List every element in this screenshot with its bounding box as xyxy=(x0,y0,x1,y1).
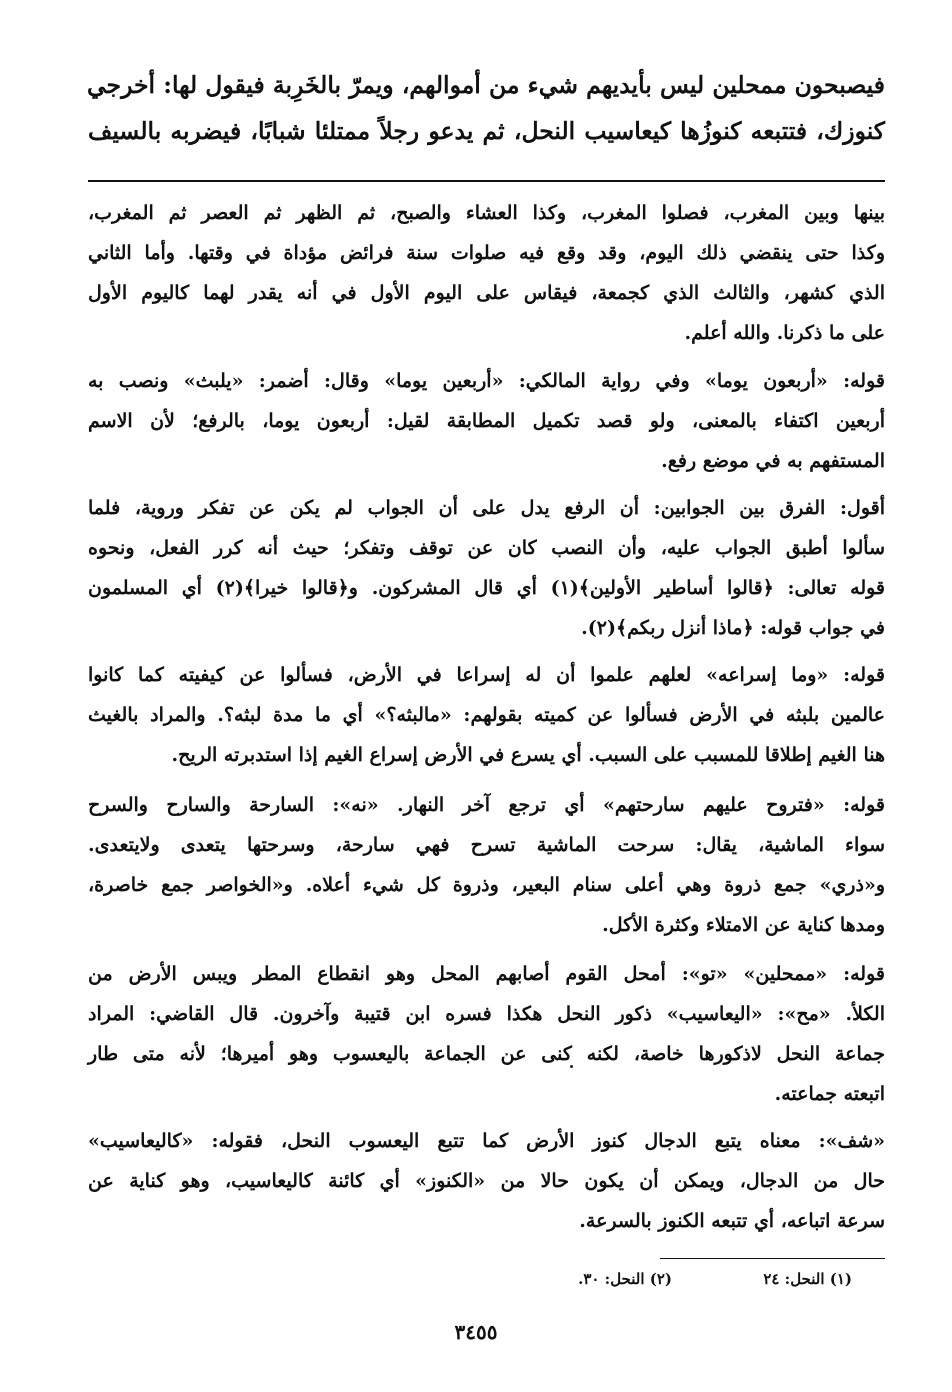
commentary-line: جماعة النحل لاذكورها خاصة، لكنه كنى عن الجماعة باليعسوب وهو أميرها؛ لأنه متى طار xyxy=(88,1043,885,1065)
main-text-line-1: فيصبحون ممحلين ليس بأيديهم شيء من أموالهم، ويمرّ بالخَرِبة فيقول لها: أخرجي xyxy=(86,71,885,99)
commentary-line: الكلأ. «مح»: «اليعاسيب» ذكور النحل هكذا فسره ابن قتيبة وآخرون. قال القاضي: المراد xyxy=(88,1003,885,1025)
commentary-line: الذي كشهر، والثالث الذي كجمعة، فيقاس على اليوم الأول في أنه يقدر لهما كاليوم الأول xyxy=(88,282,885,304)
commentary-line: سواء الماشية، يقال: سرحت الماشية تسرح فهي سارحة، وسرحتها يتعدى ولايتعدى. xyxy=(88,834,885,856)
main-text-line-2: كنوزك، فتتبعه كنوزُها كيعاسيب النحل، ثم يدعو رجلاً ممتلئا شبابًا، فيضربه بالسيف xyxy=(88,117,885,145)
footnote-2: (٢) النحل: ٣٠. xyxy=(578,1270,672,1288)
commentary-line: قوله: «أربعون يوما» وفي رواية المالكي: «أربعين يوما» وقال: أضمر: «يلبث» ونصب به xyxy=(88,370,885,392)
commentary-line: و«ذري» جمع ذروة وهي أعلى سنام البعير، وذروة كل شيء أعلاه. و«الخواصر جمع خاصرة، xyxy=(88,874,885,896)
commentary-line: عالمين بلبثه في الأرض فسألوا عن كميته بقولهم: «مالبثه؟» أي ما مدة لبثه؟. والمراد بالغيث xyxy=(88,704,885,726)
commentary-line: وكذا حتى ينقضي ذلك اليوم، وقد وقع فيه صلوات سنة فرائض مؤداة في وقتها. وأما الثاني xyxy=(88,242,885,264)
commentary-line: قوله: «ممحلين» «تو»: أمحل القوم أصابهم المحل وهو انقطاع المطر ويبس الأرض من xyxy=(88,963,885,985)
commentary-line: في جواب قوله: ﴿ماذا أنزل ربكم﴾(٢). xyxy=(581,617,885,639)
footnote-1: (١) النحل: ٢٤ xyxy=(763,1270,852,1288)
commentary-line: هنا الغيم إطلاقا للمسبب على السبب. أي يسرع في الأرض إسراع الغيم إذا استدبرته الريح. xyxy=(171,744,885,766)
ink-speck xyxy=(570,1065,573,1068)
commentary-line: قوله: «وما إسراعه» لعلهم علموا أن له إسراعا في الأرض، فسألوا عن كيفيته كما كانوا xyxy=(88,664,885,686)
commentary-line: المستفهم به في موضع رفع. xyxy=(661,450,885,472)
commentary-line: أقول: الفرق بين الجوابين: أن الرفع يدل على أن الجواب لم يكن عن تفكر وروية، فلما xyxy=(88,497,885,519)
footnote-rule xyxy=(660,1258,885,1259)
commentary-line: قوله: «فتروح عليهم سارحتهم» أي ترجع آخر النهار. «نه»: السارحة والسارح والسرح xyxy=(88,794,885,816)
commentary-line: سألوا أطبق الجواب عليه، وأن النصب كان عن توقف وتفكر؛ حيث أنه كرر الفعل، ونحوه xyxy=(88,537,885,559)
commentary-line: «شف»: معناه يتبع الدجال كنوز الأرض كما تتبع اليعسوب النحل، فقوله: «كاليعاسيب» xyxy=(88,1130,885,1152)
commentary-line: قوله تعالى: ﴿قالوا أساطير الأولين﴾(١) أي قال المشركون. و﴿قالوا خيرا﴾(٢) أي المسلمون xyxy=(88,577,886,599)
commentary-line: حال من الدجال، ويمكن أن يكون حالا من «الكنوز» أي كائنة كاليعاسيب، وهو كناية عن xyxy=(88,1170,885,1192)
commentary-line: على ما ذكرنا. والله أعلم. xyxy=(684,322,885,344)
commentary-line: سرعة اتباعه، أي تتبعه الكنوز بالسرعة. xyxy=(579,1210,885,1232)
commentary-line: أربعين اكتفاء بالمعنى، ولو قصد تكميل المطابقة لقيل: أربعون يوما، بالرفع؛ لأن الاسم xyxy=(88,410,885,432)
commentary-line: ومدها كناية عن الامتلاء وكثرة الأكل. xyxy=(602,914,885,936)
page-number: ٣٤٥٥ xyxy=(454,1320,498,1344)
separator-rule xyxy=(88,180,885,182)
commentary-line: بينها وبين المغرب، فصلوا المغرب، وكذا العشاء والصبح، ثم الظهر ثم العصر ثم المغرب، xyxy=(88,202,885,224)
commentary-line: اتبعته جماعته. xyxy=(774,1083,885,1105)
